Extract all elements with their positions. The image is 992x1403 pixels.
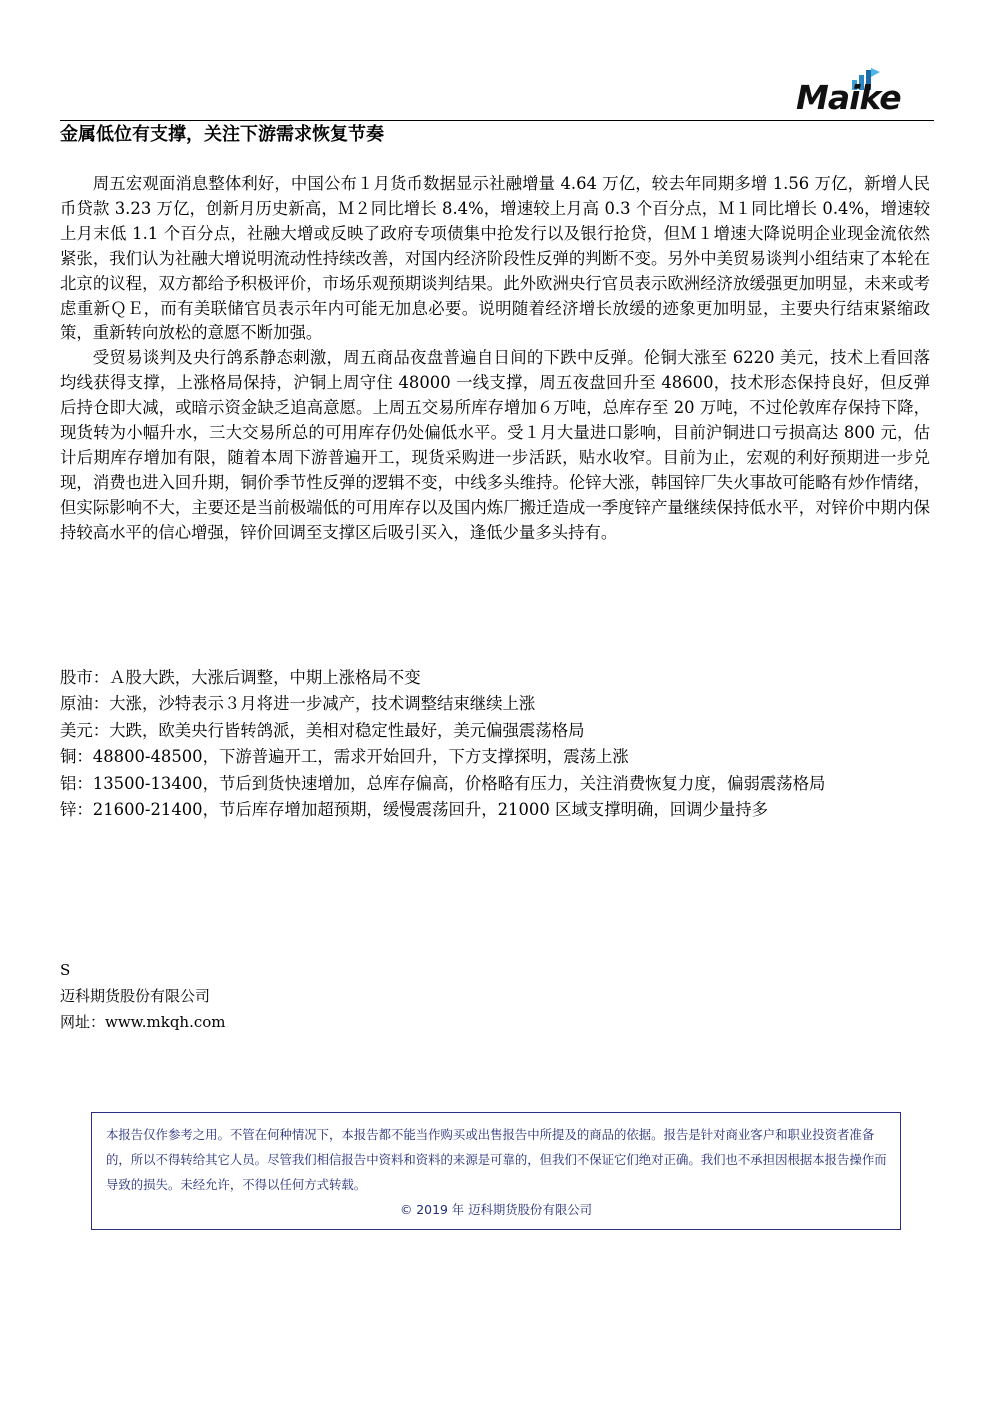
report-title: 金属低位有支撑，关注下游需求恢复节奏 bbox=[60, 124, 384, 145]
disclaimer-text: 本报告仅作参考之用。不管在何种情况下，本报告都不能当作购买或出售报告中所提及的商品的依据。报告是针对商业客户和职业投资者准备的，所以不得转给其它人员。尽管我们相信报告中资料和资料的来源是可靠的，但我们不保证它们绝对正确。我们也不承担因根据本报告操作而导致的损失。未经允许，不得以任何方式转载。 bbox=[106, 1127, 887, 1192]
disclaimer-box bbox=[91, 1112, 901, 1230]
header-divider bbox=[60, 120, 934, 121]
signature-initial: S bbox=[60, 961, 71, 979]
copyright-notice: © 2019 年 迈科期货股份有限公司 bbox=[399, 1202, 593, 1217]
website-link[interactable]: 网址：www.mkqh.com bbox=[60, 1013, 226, 1031]
report-body bbox=[60, 172, 930, 546]
company-logo bbox=[792, 66, 932, 118]
market-summary-item: 铝：13500-13400，节后到货快速增加，总库存偏高，价格略有压力，关注消费恢复力度，偏弱震荡格局 bbox=[60, 773, 826, 793]
logo-text: Maike bbox=[796, 78, 901, 117]
paragraph-metals: 受贸易谈判及央行鸽系静态刺激，周五商品夜盘普遍自日间的下跌中反弹。伦铜大涨至 6220 美元，技术上看回落均线获得支撑，上涨格局保持，沪铜上周守住 48000 一线支撑，周五夜盘回升至 48600，技术形态保持良好，但反弹后持仓即大减，或暗示资金缺乏追高意愿。上周五交易所库存增加６万吨，总库存至 20 万吨，不过伦敦库存保持下降，现货转为小幅升水，三大交易所总的可用库存仍处偏低水平。受１月大量进口影响，目前沪铜进口亏损高达 800 元，估计后期库存增加有限，随着本周下游普遍开工，现货采购进一步活跃，贴水收窄。目前为止，宏观的利好预期进一步兑现，消费也进入回升期，铜价季节性反弹的逻辑不变，中线多头维持。伦锌大涨，韩国锌厂失火事故可能略有炒作情绪，但实际影响不大，主要还是当前极端低的可用库存以及国内炼厂搬迁造成一季度锌产量继续保持低水平，对锌价中期内保持较高水平的信心增强，锌价回调至支撑区后吸引买入，逢低少量多头持有。 bbox=[60, 348, 930, 542]
market-summary-item: 原油：大涨，沙特表示３月将进一步减产，技术调整结束继续上涨 bbox=[60, 694, 536, 714]
market-summary-item: 股市：Ａ股大跌，大涨后调整，中期上涨格局不变 bbox=[60, 668, 421, 687]
market-summary-list bbox=[60, 665, 930, 823]
market-summary-item: 铜：48800-48500，下游普遍开工，需求开始回升，下方支撑探明，震荡上涨 bbox=[60, 747, 629, 767]
company-name: 迈科期货股份有限公司 bbox=[60, 987, 211, 1005]
market-summary-item: 锌：21600-21400，节后库存增加超预期，缓慢震荡回升，21000 区域支撑明确，回调少量持多 bbox=[60, 800, 769, 820]
paragraph-macro: 周五宏观面消息整体利好，中国公布１月货币数据显示社融增量 4.64 万亿，较去年同期多增 1.56 万亿，新增人民币贷款 3.23 万亿，创新月历史新高，Ｍ２同比增长 8.4%，增速较上月高 0.3 个百分点，Ｍ１同比增长 0.4%，增速较上月末低 1.1 个百分点，社融大增或反映了政府专项债集中抢发行以及银行抢贷，但Ｍ１增速大降说明企业现金流依然紧张，我们认为社融大增说明流动性持续改善，对国内经济阶段性反弹的判断不变。另外中美贸易谈判小组结束了本轮在北京的议程，双方都给予积极评价，市场乐观预期谈判结果。此外欧洲央行官员表示欧洲经济放缓强更加明显，未来或考虑重新ＱＥ，而有美联储官员表示年内可能无加息必要。说明随着经济增长放缓的迹象更加明显，主要央行结束紧缩政策，重新转向放松的意愿不断加强。 bbox=[60, 174, 930, 343]
signature-block bbox=[60, 957, 226, 1035]
market-summary-item: 美元：大跌，欧美央行皆转鸽派，美相对稳定性最好，美元偏强震荡格局 bbox=[60, 720, 585, 740]
